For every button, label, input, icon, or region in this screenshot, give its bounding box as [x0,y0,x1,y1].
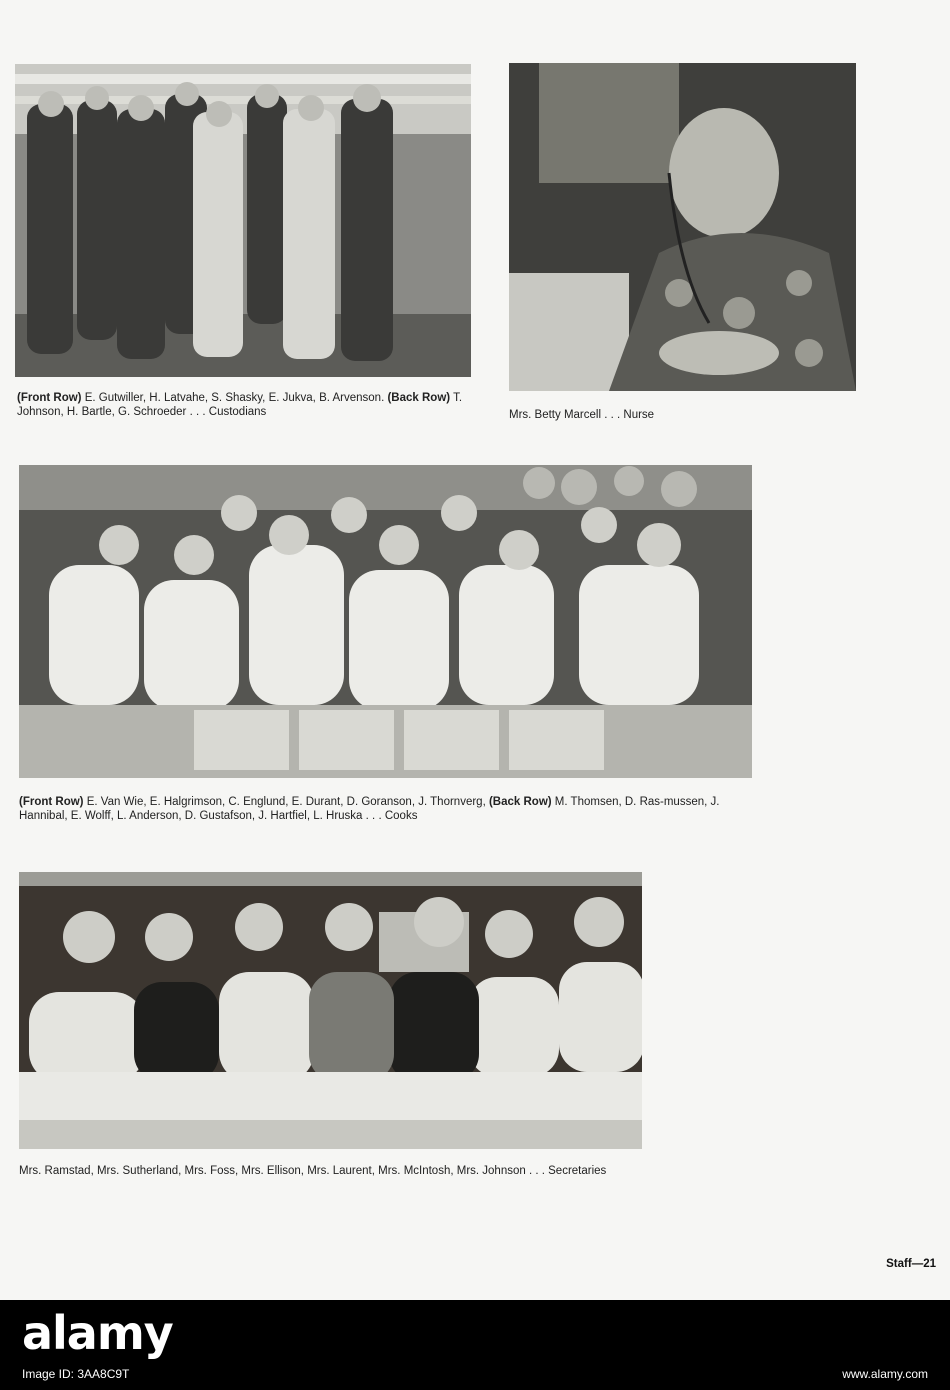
image-id: Image ID: 3AA8C9T [22,1367,130,1381]
secretaries-caption [19,1164,659,1178]
front-row-names: E. Van Wie, E. Halgrimson, C. Englund, E. Durant, D. Goranson, J. Thornverg, [83,796,489,808]
nurse-caption [509,408,849,422]
ellipsis: . . . [362,810,385,822]
role-label: Secretaries [548,1165,607,1177]
back-row-label: (Back Row) [488,796,552,808]
back-row-names: M. Thomsen, D. Ras-mussen, J. Hannibal, E. Wolff, L. Anderson, D. Gustafson, J. Hartfiel, L. Hruska [19,796,720,822]
back-row-label: (Back Row) [387,392,451,404]
alamy-logo: alamy [22,1306,173,1360]
site-url: www.alamy.com [842,1367,928,1381]
back-row-names: T. Johnson, H. Bartle, G. Schroeder [17,392,463,418]
custodians-caption [17,391,477,419]
custodians-photo [15,64,471,377]
front-row-names: E. Gutwiller, H. Latvahe, S. Shasky, E. Jukva, B. Arvenson. [81,392,388,404]
secretaries-photo [19,872,642,1149]
secretaries-names: Mrs. Ramstad, Mrs. Sutherland, Mrs. Foss, Mrs. Ellison, Mrs. Laurent, Mrs. McIntosh, Mrs. Johnson [19,1165,526,1177]
page-folio: Staff—21 [886,1258,936,1270]
role-label: Cooks [384,810,418,822]
role-label: Nurse [623,409,655,421]
cooks-caption [19,795,754,823]
nurse-photo [509,63,856,391]
ellipsis: . . . [601,409,624,421]
nurse-name: Mrs. Betty Marcell [509,409,602,421]
cooks-photo [19,465,752,778]
ellipsis: . . . [186,406,209,418]
front-row-label: (Front Row) [17,392,82,404]
role-label: Custodians [208,406,267,418]
front-row-label: (Front Row) [19,796,84,808]
ellipsis: . . . [525,1165,549,1177]
